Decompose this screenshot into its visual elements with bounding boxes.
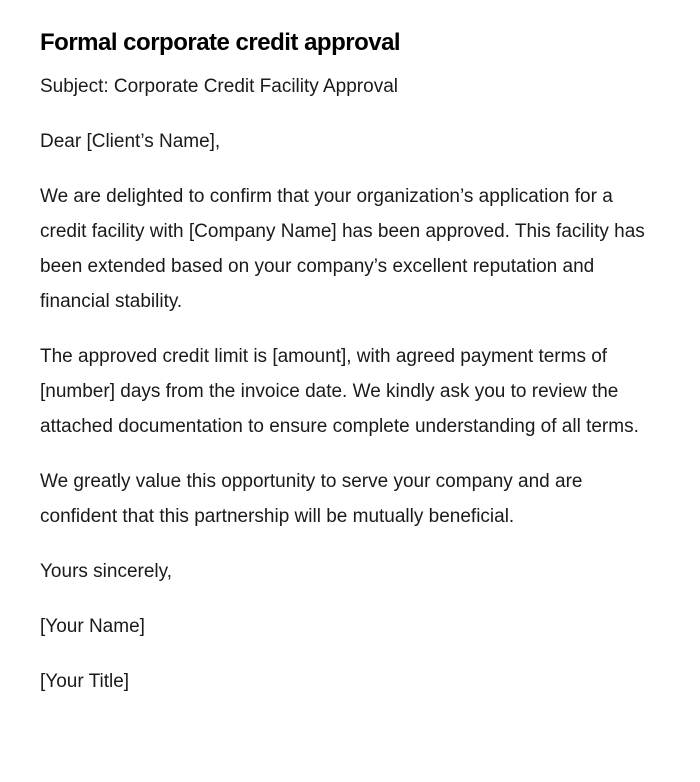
closing: Yours sincerely, (40, 561, 173, 582)
document-title: Formal corporate credit approval (40, 29, 401, 56)
body-paragraph-1: We are delighted to confirm that your organization’s application for a credit facility with [Company Name] has been approved. This facility has been extended based on your company’s excellent reputation and financial stability. (40, 186, 645, 312)
salutation: Dear [Client’s Name], (40, 131, 221, 152)
body-paragraph-2: The approved credit limit is [amount], with agreed payment terms of [number] days from the invoice date. We kindly ask you to review the attached documentation to ensure complete understanding of all terms. (40, 346, 639, 437)
signature-name: [Your Name] (40, 616, 145, 637)
signature-title: [Your Title] (40, 671, 130, 692)
subject-line: Subject: Corporate Credit Facility Approval (40, 76, 398, 97)
body-paragraph-3: We greatly value this opportunity to serve your company and are confident that this partnership will be mutually beneficial. (40, 471, 583, 527)
